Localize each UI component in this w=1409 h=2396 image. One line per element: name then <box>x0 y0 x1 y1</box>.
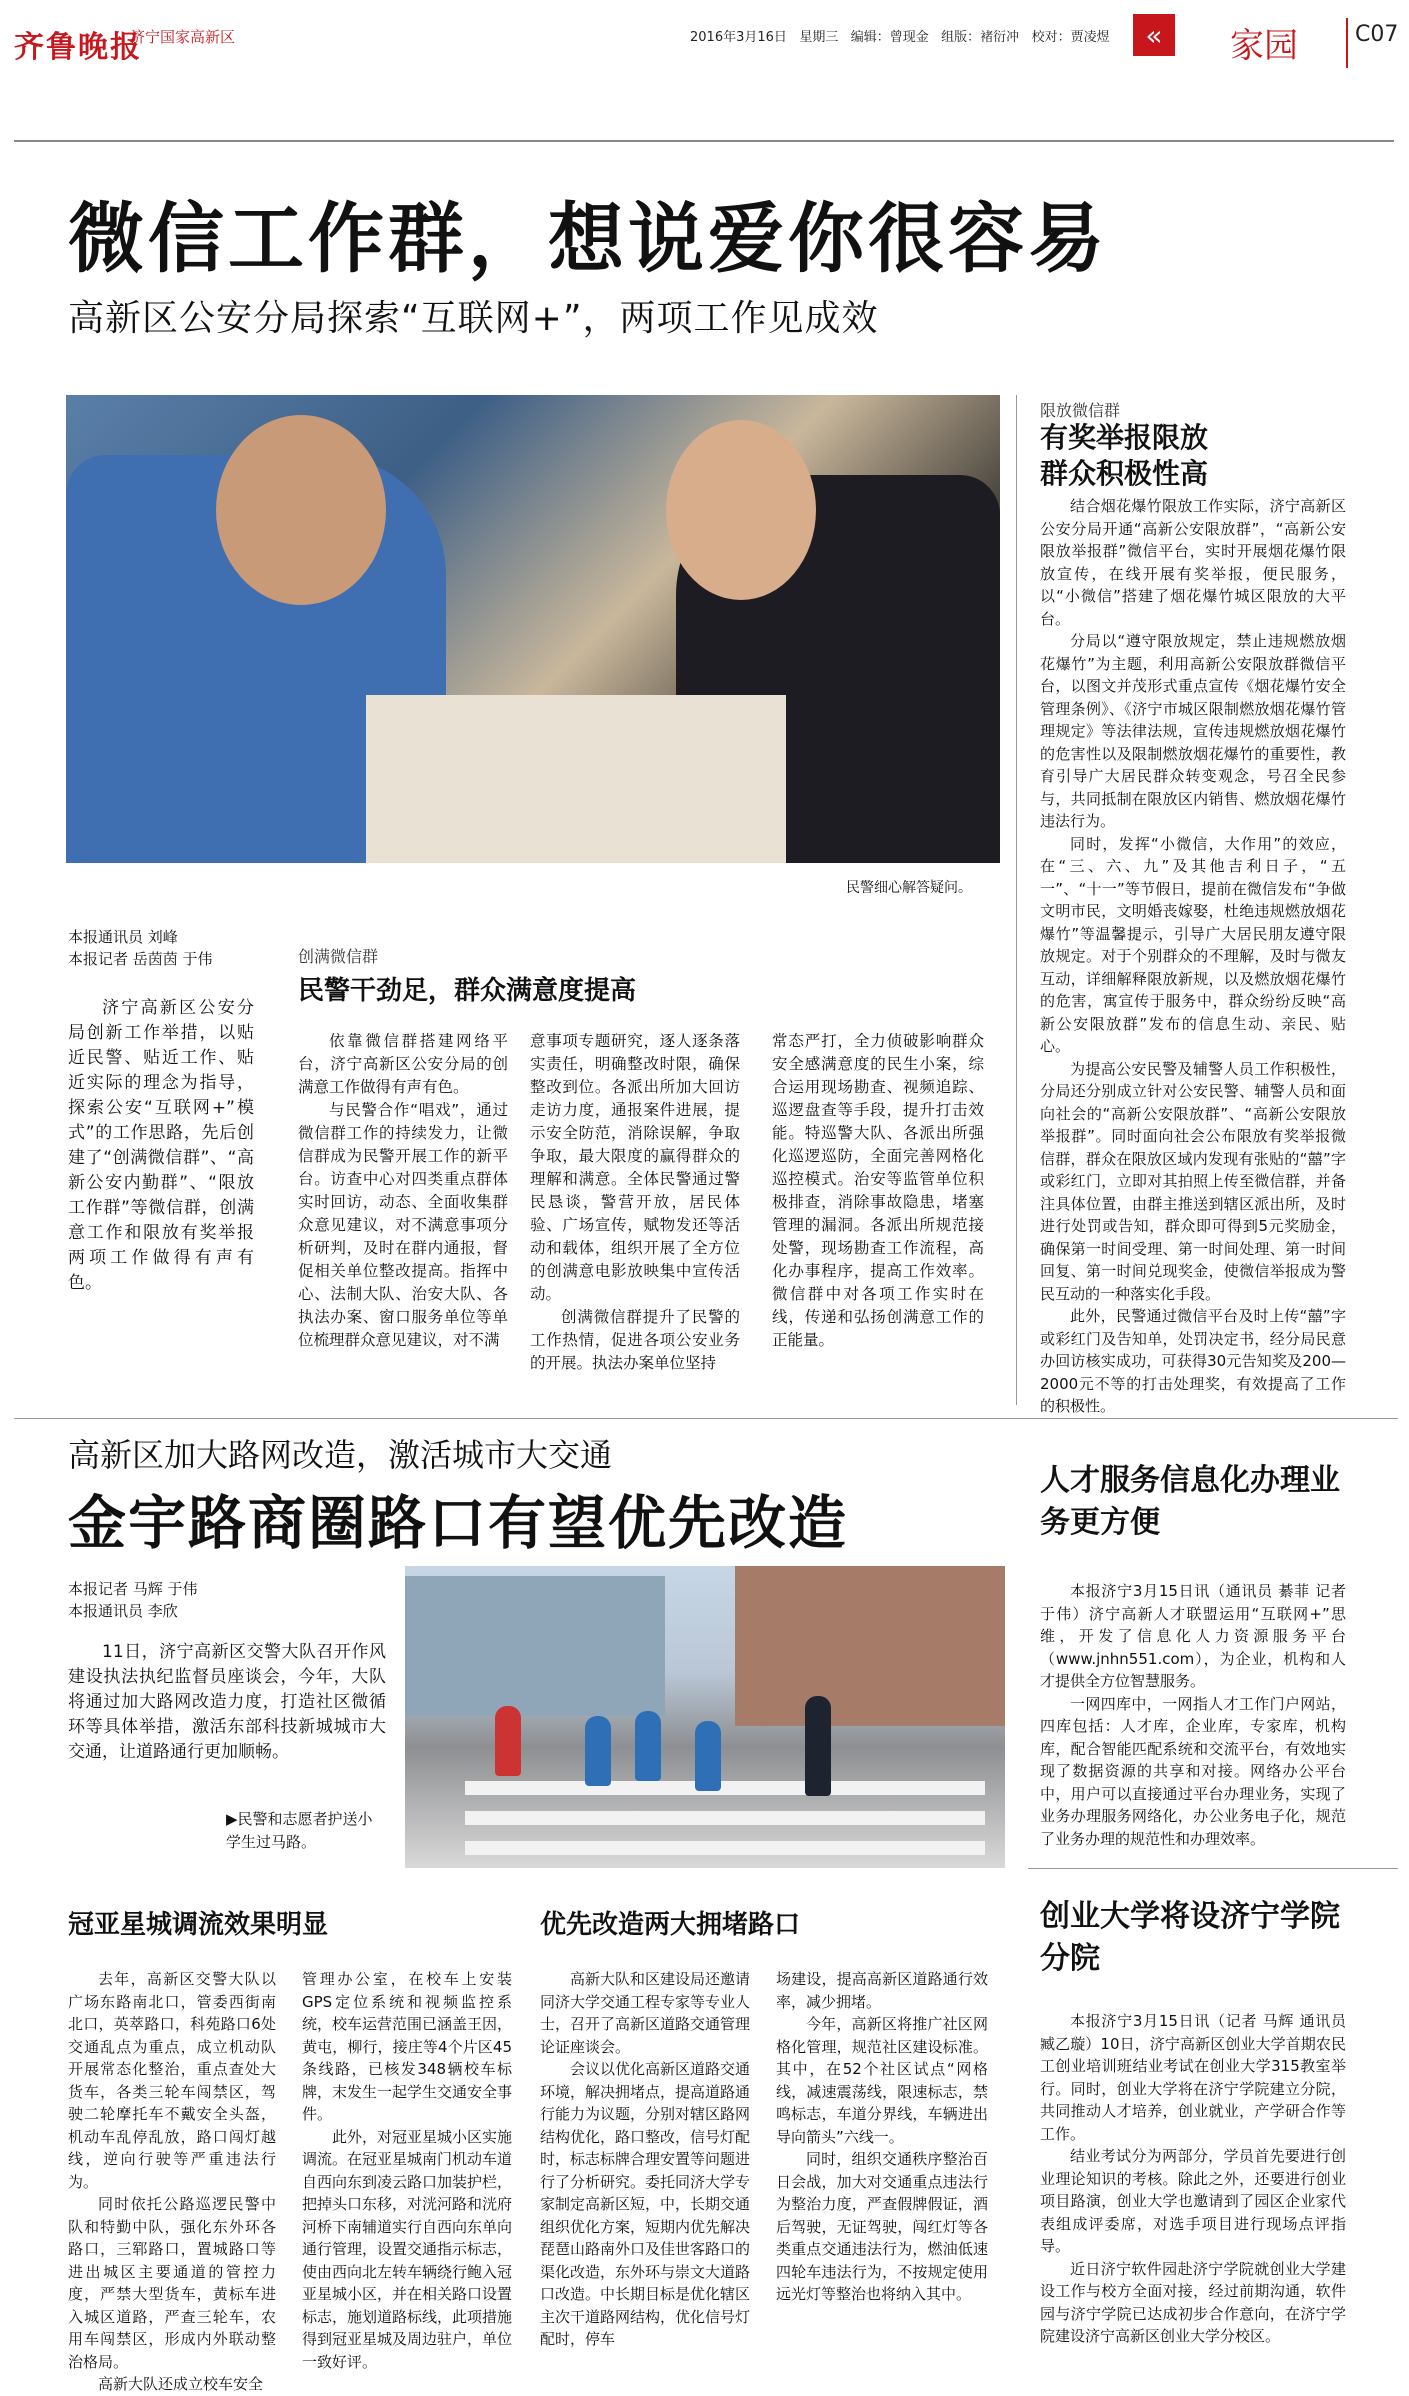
paragraph: 同时，组织交通秩序整治百日会战，加大对交通重点违法行为整治力度，严查假牌假证，酒后驾驶，无证驾驶，闯红灯等各类重点交通违法行为，燃油低速四轮车违法行为，不按规定使用远光灯等整治也将纳入其中。 <box>776 2150 988 2303</box>
paragraph: 此外，对冠亚星城小区实施调流。在冠亚星城南门机动车道自西向东到凌云路口加装护栏，把掉头口东移，对洸河路和洸府河桥下南辅道实行自西向东单向通行管理，设置交通指示标志，使由西向北左转车辆绕行鲍入冠亚星城小区，并在相关路口设置标志，施划道路标线，此项措施得到冠亚星城及周边驻户，单位一致好评。 <box>302 2127 513 2371</box>
lead-paragraph: 济宁高新区公安分局创新工作举措，以贴近民警、贴近工作、贴近实际的理念为指导，探索公安“互联网+”模式”的工作思路，先后创建了“创满微信群”、“高新公安内勤群”、“限放工作群”等微信群，创满意工作和限放有奖举报两项工作做得有声有色。 <box>68 998 254 1293</box>
headline: 金宇路商圈路口有望优先改造 <box>68 1489 849 1557</box>
newspaper-logo: 齐鲁晚报 <box>14 30 142 65</box>
kicker: 限放微信群 <box>1040 401 1121 420</box>
section-head: 优先改造两大拥堵路口 <box>540 1910 801 1940</box>
paragraph: 去年，高新区交警大队以广场东路南北口，管委西街南北口，英萃路口，科苑路口6处交通乱点为重点，成立机动队开展常态化整治，重点查处大货车，各类三轮车闯禁区，驾驶二轮摩托车不戴安全头盔，机动车乱停乱放，路口闯灯越线，逆向行驶等严重违法行为。 <box>68 1970 276 2191</box>
byline <box>68 1578 368 1622</box>
paragraph: 会议以优化高新区道路交通环境，解决拥堵点，提高道路通行能力为议题，分别对辖区路网结构优化，路口整改，信号灯配时，标志标牌合理安置等问题进行了分析研究。委托同济大学专家制定高新区短，中，长期交通组织优化方案，短期内优先解决琵琶山路南外口及佳世客路口的渠化改造，东外环与崇文大道路口改造。中长期目标是优化辖区主次干道路网结构，优化信号灯配时，停车 <box>540 2060 751 2348</box>
paragraph: 为提高公安民警及辅警人员工作积极性，分局还分别成立针对公安民警、辅警人员和面向社会的“高新公安限放群”、“高新公安限放举报群”。同时面向社会公布限放有奖举报微信群，群众在限放区域内发现有张贴的“囍”字或彩红门，立即对其拍照上传至微信群，并备注具体位置，由群主推送到辖区派出所，及时进行处罚或告知，群众即可得到5元奖励金，确保第一时间受理、第一时间处理、第一时间回复、第一时间兑现奖金，使微信举报成为警民互动的一种落实化手段。 <box>1040 1059 1346 1303</box>
article-column <box>540 1968 750 2351</box>
paragraph: 本报济宁3月15日讯（通讯员 綦菲 记者 于伟）济宁高新人才联盟运用“互联网+”思维，开发了信息化人力资源服务平台（www.jnhn551.com），为企业，机构和人才提供全方位智慧服务。 <box>1040 1582 1346 1690</box>
news-photo <box>405 1566 1005 1868</box>
kicker: 创满微信群 <box>298 947 379 966</box>
paragraph: 创满微信群提升了民警的工作热情，促进各项公安业务的开展。执法办案单位坚持 <box>530 1308 740 1372</box>
divider <box>1028 1868 1398 1869</box>
byline-line: 本报通讯员 李欣 <box>68 1602 178 1620</box>
article-column <box>68 1968 276 2396</box>
section-head: 人才服务信息化办理业务更方便 <box>1040 1463 1340 1540</box>
byline-line: 本报记者 岳茵茵 于伟 <box>68 950 213 968</box>
subheadline: 高新区加大路网改造，激活城市大交通 <box>68 1436 613 1474</box>
paragraph: 近日济宁软件园赴济宁学院就创业大学建设工作与校方全面对接，经过前期沟通，软件园与济宁学院已达成初步合作意向，在济宁学院建设济宁高新区创业大学分校区。 <box>1040 2259 1346 2345</box>
paragraph: 一网四库中，一网指人才工作门户网站，四库包括：人才库，企业库，专家库，机构库，配合智能匹配系统和交流平台，有效地实现了数据资源的共享和对接。网络办公平台中，用户可以直接通过平台办理业务，实现了业务办理服务网络化，办公业务电子化，规范了业务办理的规范性和办理效率。 <box>1040 1694 1346 1848</box>
section-head: 创业大学将设济宁学院分院 <box>1040 1899 1340 1976</box>
divider <box>14 1418 1044 1419</box>
article-column <box>1040 2010 1346 2348</box>
photo-caption: ▶民警和志愿者护送小学生过马路。 <box>226 1810 373 1851</box>
lead-paragraph: 11日，济宁高新区交警大队召开作风建设执法执纪监督员座谈会，今年，大队将通过加大路网改造力度，打造社区微循环等具体举措，激活东部科技新城城市大交通，让道路通行更加顺畅。 <box>68 1642 386 1762</box>
article-column <box>776 1968 988 2306</box>
paragraph: 本报济宁3月15日讯（记者 马辉 通讯员 臧乙璇）10日，济宁高新区创业大学首期农民工创业培训班结业考试在创业大学315教室举行。同时，创业大学将在济宁学院建立分院，共同推动人才培养，创业就业，产学研合作等工作。 <box>1040 2012 1346 2143</box>
paragraph: 意事项专题研究，逐人逐条落实责任，明确整改时限，确保整改到位。各派出所加大回访走访力度，通报案件进展，提示安全防范，消除误解，争取争取，最大限度的赢得群众的理解和满意。全体民警通过警民恳谈，警营开放，居民体验、广场宣传，赋物发还等活动和载体，组织开展了全方位的创满意电影放映集中宣传活动。 <box>530 1032 740 1303</box>
paragraph: 依靠微信群搭建网络平台，济宁高新区公安分局的创满意工作做得有声有色。 <box>298 1032 508 1096</box>
article-column <box>772 1030 984 1352</box>
byline-line: 本报通讯员 刘峰 <box>68 928 178 946</box>
paragraph: 此外，民警通过微信平台及时上传“囍”字或彩红门及告知单，处罚决定书，经分局民意办回访核实成功，可获得30元告知奖及200—2000元不等的打击处理奖，有效提高了工作的积极性。 <box>1040 1307 1346 1415</box>
byline <box>68 926 248 970</box>
paragraph: 同时，发挥“小微信，大作用”的效应，在“三、六、九”及其他吉利日子，“五一”、“十一”等节假日，提前在微信发布“争做文明市民，文明婚丧嫁娶，杜绝违规燃放烟花爆竹”等温馨提示，引导广大居民朋友遵守限放规定。对于个别群众的不理解，及时与微友互动，详细解释限放新规，以及燃放烟花爆竹的危害，寓宣传于服务中，群众纷纷反映“高新公安限放群”发布的信息生动、亲民、贴心。 <box>1040 834 1346 1055</box>
paragraph: 结合烟花爆竹限放工作实际，济宁高新区公安分局开通“高新公安限放群”，“高新公安限放举报群”微信平台，实时开展烟花爆竹限放宣传，在线开展有奖举报，便民服务，以“小微信”搭建了烟花爆竹城区限放的大平台。 <box>1040 497 1346 628</box>
paragraph: 高新大队还成立校车安全 <box>98 2375 264 2393</box>
paragraph: 分局以“遵守限放规定，禁止违规燃放烟花爆竹”为主题，利用高新公安限放群微信平台，以图文并茂形式重点宣传《烟花爆竹安全管理条例》、《济宁市城区限制燃放烟花爆竹管理规定》等法律法规，宣传违规燃放烟花爆竹的危害性以及限制燃放烟花爆竹的重要性，教育引导广大居民群众转变观念，号召全民参与，共同抵制在限放区内销售、燃放烟花爆竹违法行为。 <box>1040 632 1346 830</box>
paragraph: 高新大队和区建设局还邀请同济大学交通工程专家等专业人士，召开了高新区道路交通管理论证座谈会。 <box>540 1970 751 2056</box>
paragraph: 管理办公室，在校车上安装GPS定位系统和视频监控系统，校车运营范围已涵盖王因，黄屯，柳行，接庄等4个片区45条线路，已核发348辆校车标牌，末发生一起学生交通安全事件。 <box>302 1970 513 2123</box>
editor: 编辑：曾现金 <box>850 30 929 45</box>
divider <box>1028 1418 1398 1419</box>
article-column <box>530 1030 740 1375</box>
paragraph: 同时依托公路巡逻民警中队和特勤中队，强化东外环各路口，三郓路口，置城路口等进出城区主要通道的管控力度，严禁大型货车，黄标车进入城区道路，严查三轮车，农用车闯禁区，形成内外联动整治格局。 <box>68 2195 276 2371</box>
article-column <box>298 1030 508 1352</box>
divider <box>1016 395 1017 1405</box>
proofreader: 校对：贾凌煜 <box>1031 30 1110 45</box>
article-column <box>1040 1580 1346 1850</box>
section-head: 民警干劲足，群众满意度提高 <box>298 976 637 1006</box>
date: 2016年3月16日 <box>690 30 787 45</box>
section-title: 家园 <box>1230 26 1298 66</box>
headline: 微信工作群，想说爱你很容易 <box>68 194 1108 283</box>
article-column <box>1040 495 1346 1418</box>
photo-caption: 民警细心解答疑问。 <box>846 880 972 896</box>
page-meta <box>690 26 1110 45</box>
paragraph: 场建设，提高高新区道路通行效率，减少拥堵。 <box>776 1970 988 2011</box>
subheadline: 高新区公安分局探索“互联网+”，两项工作见成效 <box>68 298 879 339</box>
section-head: 有奖举报限放群众积极性高 <box>1040 421 1209 490</box>
edition-label: 济宁国家高新区 <box>130 28 236 46</box>
page-number: C07 <box>1355 22 1399 47</box>
news-photo <box>66 395 1000 863</box>
divider <box>14 140 1394 142</box>
byline-line: 本报记者 马辉 于伟 <box>68 1580 198 1598</box>
article-column <box>302 1968 512 2373</box>
chevron-left-icon: « <box>1133 14 1175 56</box>
section-head: 冠亚星城调流效果明显 <box>68 1910 329 1940</box>
paragraph: 常态严打，全力侦破影响群众安全感满意度的民生小案，综合运用现场勘查、视频追踪、巡逻盘查等手段，提升打击效能。特巡警大队、各派出所强化巡逻巡防，全面完善网格化巡控模式。治安等监管单位积极排查，消除事故隐患，堵塞管理的漏洞。各派出所规范接处警，现场勘查工作流程，高化办事程序，提高工作效率。微信群中对各项工作实时在线，传递和弘扬创满意工作的正能量。 <box>772 1032 984 1349</box>
paragraph: 与民警合作“唱戏”，通过微信群工作的持续发力，让微信群成为民警开展工作的新平台。访查中心对四类重点群体实时回访，动态、全面收集群众意见建议，对不满意事项分析研判，及时在群内通报，督促相关单位整改提高。指挥中心、法制大队、治安大队、各执法办案、窗口服务单位等单位梳理群众意见建议，对不满 <box>298 1101 508 1349</box>
weekday: 星期三 <box>799 30 839 45</box>
paragraph: 结业考试分为两部分，学员首先要进行创业理论知识的考核。除此之外，还要进行创业项目路演，创业大学也邀请到了园区企业家代表组成评委席，对选手项目进行现场点评指导。 <box>1040 2147 1346 2255</box>
layout-editor: 组版：褚衍冲 <box>941 30 1020 45</box>
paragraph: 今年，高新区将推广社区网格化管理，规范社区建设标准。其中，在52个社区试点“网格线，减速震荡线，限速标志，禁鸣标志，车道分界线，车辆进出导向箭头”六线一。 <box>776 2015 988 2146</box>
divider <box>1346 18 1348 68</box>
